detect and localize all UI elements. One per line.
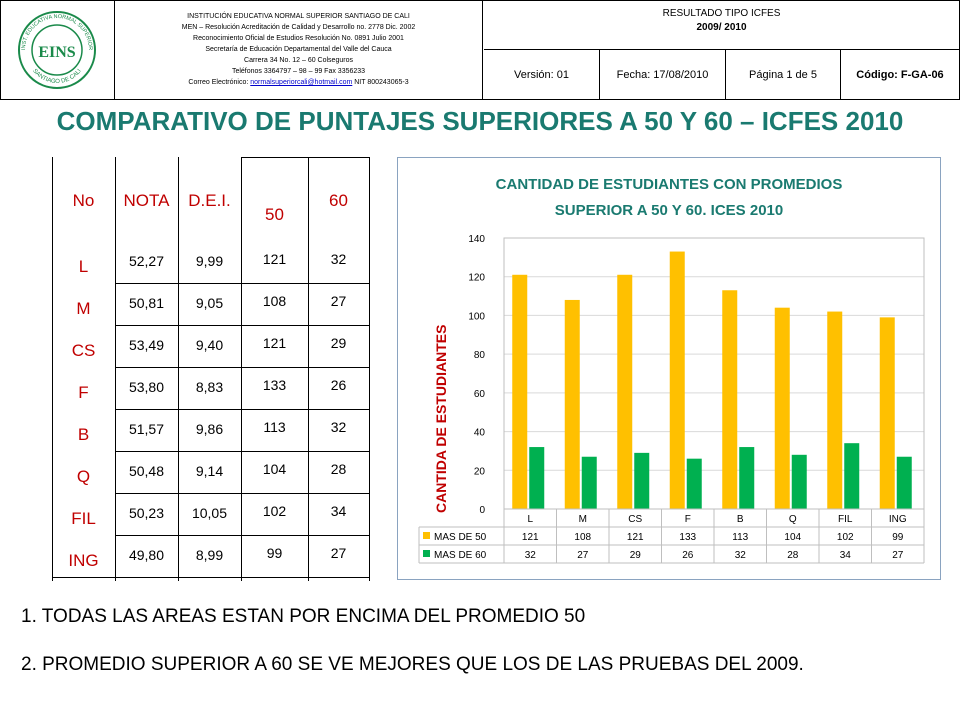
- table-cell-dei: 9,86: [195, 421, 224, 437]
- data-label: 34: [839, 550, 851, 561]
- contact-email-line: [115, 77, 482, 88]
- result-year: 2009/ 2010: [696, 22, 747, 33]
- x-tick-label: M: [578, 514, 587, 525]
- table-cell-nota: 50,48: [128, 463, 165, 479]
- logo-cell: [1, 1, 115, 99]
- bar-mas-de-60: [739, 447, 754, 509]
- table-cell-c50: 108: [262, 293, 287, 309]
- institution-line: Reconocimiento Oficial de Estudios Resolución No. 0891 Julio 2001: [193, 35, 404, 42]
- x-tick-label: F: [684, 514, 691, 525]
- table-cell-c60: 28: [330, 461, 347, 477]
- bar-mas-de-60: [897, 457, 912, 509]
- table-cell-nota: 52,27: [128, 253, 165, 269]
- table-cell-area: B: [77, 425, 90, 444]
- nit-text: NIT 800243065-3: [354, 79, 409, 86]
- institution-line: INSTITUCIÓN EDUCATIVA NORMAL SUPERIOR SANTIAGO DE CALI: [187, 13, 410, 20]
- result-title-cell: [484, 1, 959, 50]
- institution-info: [115, 1, 483, 99]
- table-cell-dei: 9,40: [195, 337, 224, 353]
- y-tick-label: 40: [473, 427, 485, 439]
- table-cell-nota: 53,49: [128, 337, 165, 353]
- table-cell-nota: 49,80: [128, 547, 165, 563]
- header-50: 50: [265, 205, 284, 224]
- x-tick-label: ING: [888, 514, 907, 525]
- table-cell-c50: 104: [262, 461, 287, 477]
- data-label: 133: [679, 532, 697, 543]
- y-tick-label: 0: [479, 505, 485, 516]
- table-cell-area: F: [78, 383, 89, 402]
- bar-mas-de-60: [792, 455, 807, 509]
- scores-table: [52, 157, 370, 581]
- data-label: 104: [784, 532, 802, 543]
- logo-bottom-text: SANTIAGO DE CALI: [31, 68, 83, 86]
- y-tick-label: 100: [468, 311, 485, 323]
- institution-line: Teléfonos 3364797 – 98 – 99 Fax 3356233: [231, 68, 366, 75]
- email-link[interactable]: normalsuperiorcali@hotmail.com: [250, 79, 353, 86]
- code-cell: Código: F-GA-06: [856, 68, 944, 81]
- table-cell-c60: 26: [330, 377, 347, 393]
- x-tick-label: CS: [628, 514, 643, 525]
- bar-mas-de-50: [565, 300, 580, 509]
- header-dei: D.E.I.: [188, 191, 231, 210]
- x-tick-label: FIL: [838, 514, 853, 525]
- table-cell-dei: 10,05: [191, 505, 228, 521]
- table-cell-c50: 99: [266, 545, 283, 561]
- legend-swatch: [423, 550, 430, 557]
- chart-svg: [398, 158, 940, 579]
- y-tick-label: 140: [468, 234, 485, 245]
- bar-mas-de-60: [582, 457, 597, 509]
- table-cell-dei: 8,83: [195, 379, 224, 395]
- data-label: 121: [626, 532, 644, 543]
- y-tick-label: 20: [473, 466, 485, 478]
- legend-swatch: [423, 532, 430, 539]
- note-2: 2. PROMEDIO SUPERIOR A 60 SE VE MEJORES QUE LOS DE LAS PRUEBAS DEL 2009.: [21, 654, 804, 675]
- x-tick-label: B: [736, 514, 744, 525]
- table-cell-c60: 32: [330, 251, 347, 267]
- table-cell-nota: 50,81: [128, 295, 165, 311]
- y-tick-label: 80: [473, 350, 485, 362]
- table-cell-nota: 50,23: [128, 505, 165, 521]
- data-label: 121: [521, 532, 539, 543]
- table-cell-c50: 121: [262, 251, 287, 267]
- table-cell-c60: 29: [330, 335, 347, 351]
- bar-mas-de-50: [722, 290, 737, 509]
- data-label: 113: [732, 532, 749, 543]
- header-nota: NOTA: [123, 191, 170, 210]
- chart-title-line: SUPERIOR A 50 Y 60. ICES 2010: [554, 202, 784, 219]
- legend-label: MAS DE 50: [434, 532, 487, 543]
- table-cell-dei: 8,99: [195, 547, 224, 563]
- table-cell-area: CS: [71, 341, 96, 360]
- institution-line: MEN – Resolución Acreditación de Calidad y Desarrollo no. 2778 Dic. 2002: [181, 24, 416, 31]
- table-cell-area: L: [78, 257, 89, 276]
- table-cell-area: FIL: [71, 509, 96, 528]
- table-cell-nota: 53,80: [128, 379, 165, 395]
- data-label: 32: [524, 550, 536, 561]
- table-cell-area: M: [76, 299, 91, 318]
- page-cell: Página 1 de 5: [726, 50, 841, 99]
- table-cell-c50: 133: [262, 377, 287, 393]
- table-cell-c60: 27: [330, 545, 347, 561]
- chart-title-line: CANTIDAD DE ESTUDIANTES CON PROMEDIOS: [495, 176, 843, 193]
- data-label: 26: [682, 550, 694, 561]
- bar-mas-de-50: [670, 252, 685, 509]
- bar-mas-de-50: [880, 317, 895, 509]
- bar-mas-de-60: [634, 453, 649, 509]
- data-label: 27: [577, 550, 589, 561]
- bar-mas-de-50: [512, 275, 527, 509]
- y-tick-label: 60: [473, 388, 485, 400]
- version-cell: Versión: 01: [484, 50, 600, 99]
- logo-top-text: INST. EDUCATIVA NORMAL SUPERIOR: [20, 13, 94, 51]
- table-cell-nota: 51,57: [128, 421, 165, 437]
- table-cell-c50: 102: [262, 503, 287, 519]
- x-tick-label: Q: [788, 514, 797, 525]
- document-header: [0, 0, 960, 100]
- y-axis-label: CANTIDA DE ESTUDIANTES: [433, 324, 449, 513]
- bar-mas-de-60: [687, 459, 702, 509]
- result-title: RESULTADO TIPO ICFES: [662, 8, 781, 19]
- data-label: 102: [836, 532, 854, 543]
- data-label: 27: [892, 550, 904, 561]
- note-1: 1. TODAS LAS AREAS ESTAN POR ENCIMA DEL PROMEDIO 50: [21, 606, 586, 627]
- institution-line: Secretaría de Educación Departamental del Valle del Cauca: [205, 46, 392, 53]
- bar-mas-de-50: [617, 275, 632, 509]
- table-cell-dei: 9,99: [195, 253, 224, 269]
- bar-mas-de-50: [827, 312, 842, 509]
- data-label: 28: [787, 550, 799, 561]
- email-label: Correo Electrónico:: [188, 79, 249, 86]
- table-cell-c60: 27: [330, 293, 347, 309]
- table-cell-area: Q: [76, 467, 91, 486]
- header-60: 60: [329, 191, 348, 210]
- table-cell-dei: 9,14: [195, 463, 224, 479]
- table-cell-c50: 113: [263, 419, 286, 435]
- x-tick-label: L: [527, 514, 534, 525]
- table-cell-dei: 9,05: [195, 295, 224, 311]
- table-cell-c50: 121: [262, 335, 287, 351]
- table-cell-c60: 34: [330, 503, 347, 519]
- table-cell-area: ING: [68, 551, 99, 570]
- header-no: No: [72, 191, 95, 210]
- data-label: 99: [892, 532, 904, 543]
- bar-mas-de-60: [529, 447, 544, 509]
- legend-label: MAS DE 60: [434, 550, 487, 561]
- data-label: 32: [734, 550, 746, 561]
- institution-line: Carrera 34 No. 12 – 60 Colseguros: [244, 57, 353, 64]
- bar-chart: [397, 157, 941, 580]
- data-label: 29: [629, 550, 641, 561]
- bar-mas-de-60: [844, 443, 859, 509]
- table-cell-c60: 32: [330, 419, 347, 435]
- page-title: COMPARATIVO DE PUNTAJES SUPERIORES A 50 Y 60 – ICFES 2010: [56, 106, 904, 136]
- y-tick-label: 120: [468, 272, 485, 284]
- school-logo: [1, 1, 114, 99]
- logo-letters: EINS: [38, 44, 76, 61]
- data-label: 108: [574, 532, 592, 543]
- date-cell: Fecha: 17/08/2010: [600, 50, 726, 99]
- bar-mas-de-50: [775, 308, 790, 509]
